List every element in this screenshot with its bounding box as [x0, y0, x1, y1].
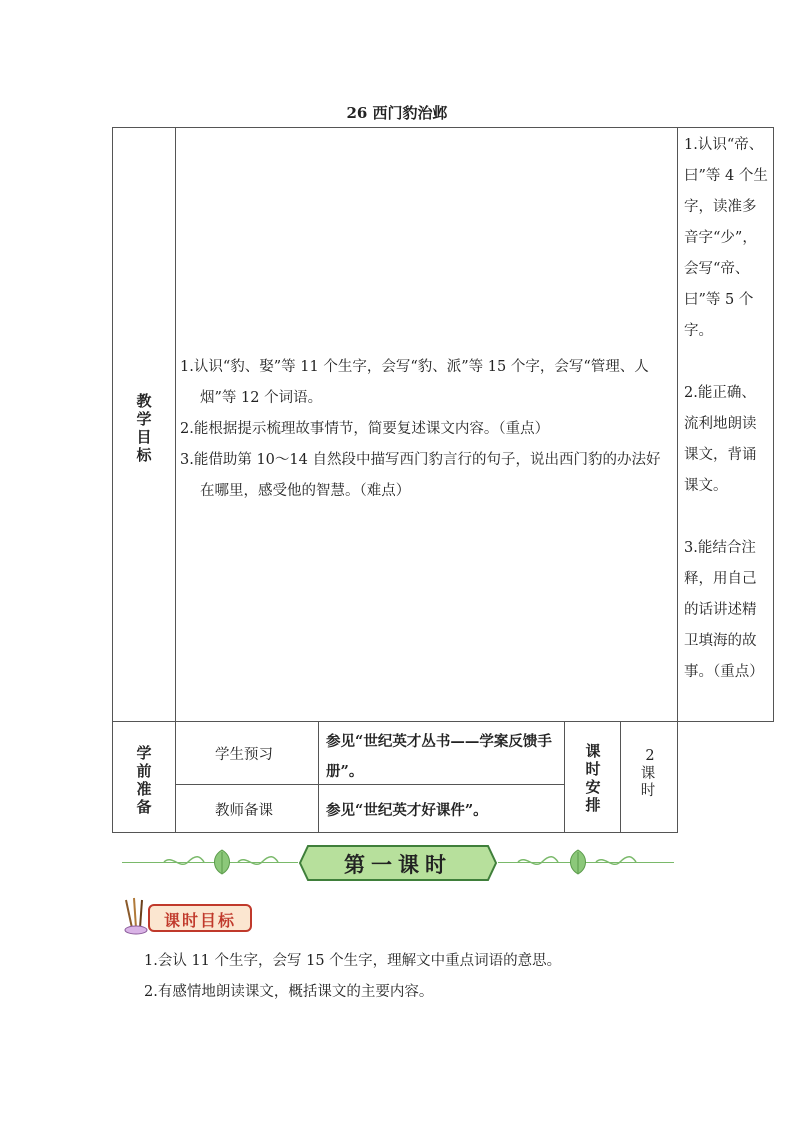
leaf-icon	[208, 848, 236, 876]
side-goals	[684, 130, 768, 688]
schedule-label: 课时安排	[585, 742, 601, 814]
objectives-list	[144, 946, 561, 1008]
teacher-prep-text: 参见“世纪英才好课件”。	[326, 802, 488, 819]
document-title: 26 西门豹治邺	[346, 104, 448, 122]
swirl-icon	[516, 854, 560, 870]
objective-item: 1.会认 11 个生字，会写 15 个生字，理解文中重点词语的意思。	[144, 953, 562, 969]
goal-item: 2.能根据提示梳理故事情节，简要复述课文内容。（重点）	[180, 421, 550, 437]
goals-label: 教学目标	[136, 392, 152, 464]
student-prep-text: 参见“世纪英才丛书——学案反馈手册”。	[326, 733, 552, 780]
student-prep-label: 学生预习	[215, 747, 273, 763]
teacher-prep-label: 教师备课	[215, 803, 273, 819]
goals-list	[180, 352, 672, 507]
prep-label: 学前准备	[136, 744, 152, 816]
banner-title: 第一课时	[344, 852, 452, 877]
side-goal-item: 2.能正确、流利地朗读课文，背诵课文。	[684, 385, 757, 494]
goal-item: 1.认识“豹、娶”等 11 个生字，会写“豹、派”等 15 个字，会写“管理、人烟”等 12 个词语。	[180, 359, 649, 406]
objectives-label: 课时目标	[163, 911, 236, 930]
goal-item: 3.能借助第 10～14 自然段中描写西门豹言行的句子，说出西门豹的办法好在哪里，感受他的智慧。（难点）	[180, 452, 661, 499]
swirl-icon	[594, 854, 638, 870]
schedule-value: 2	[645, 748, 655, 764]
side-goal-item: 3.能结合注释，用自己的话讲述精卫填海的故事。（重点）	[684, 540, 764, 680]
side-goal-item: 1.认识“帝、曰”等 4 个生字，读准多音字“少”，会写“帝、曰”等 5 个字。	[684, 137, 768, 339]
swirl-icon	[236, 854, 280, 870]
swirl-icon	[162, 854, 206, 870]
leaf-icon	[564, 848, 592, 876]
schedule-unit: 课时	[640, 766, 656, 799]
objective-item: 2.有感情地朗读课文，概括课文的主要内容。	[144, 984, 434, 1000]
